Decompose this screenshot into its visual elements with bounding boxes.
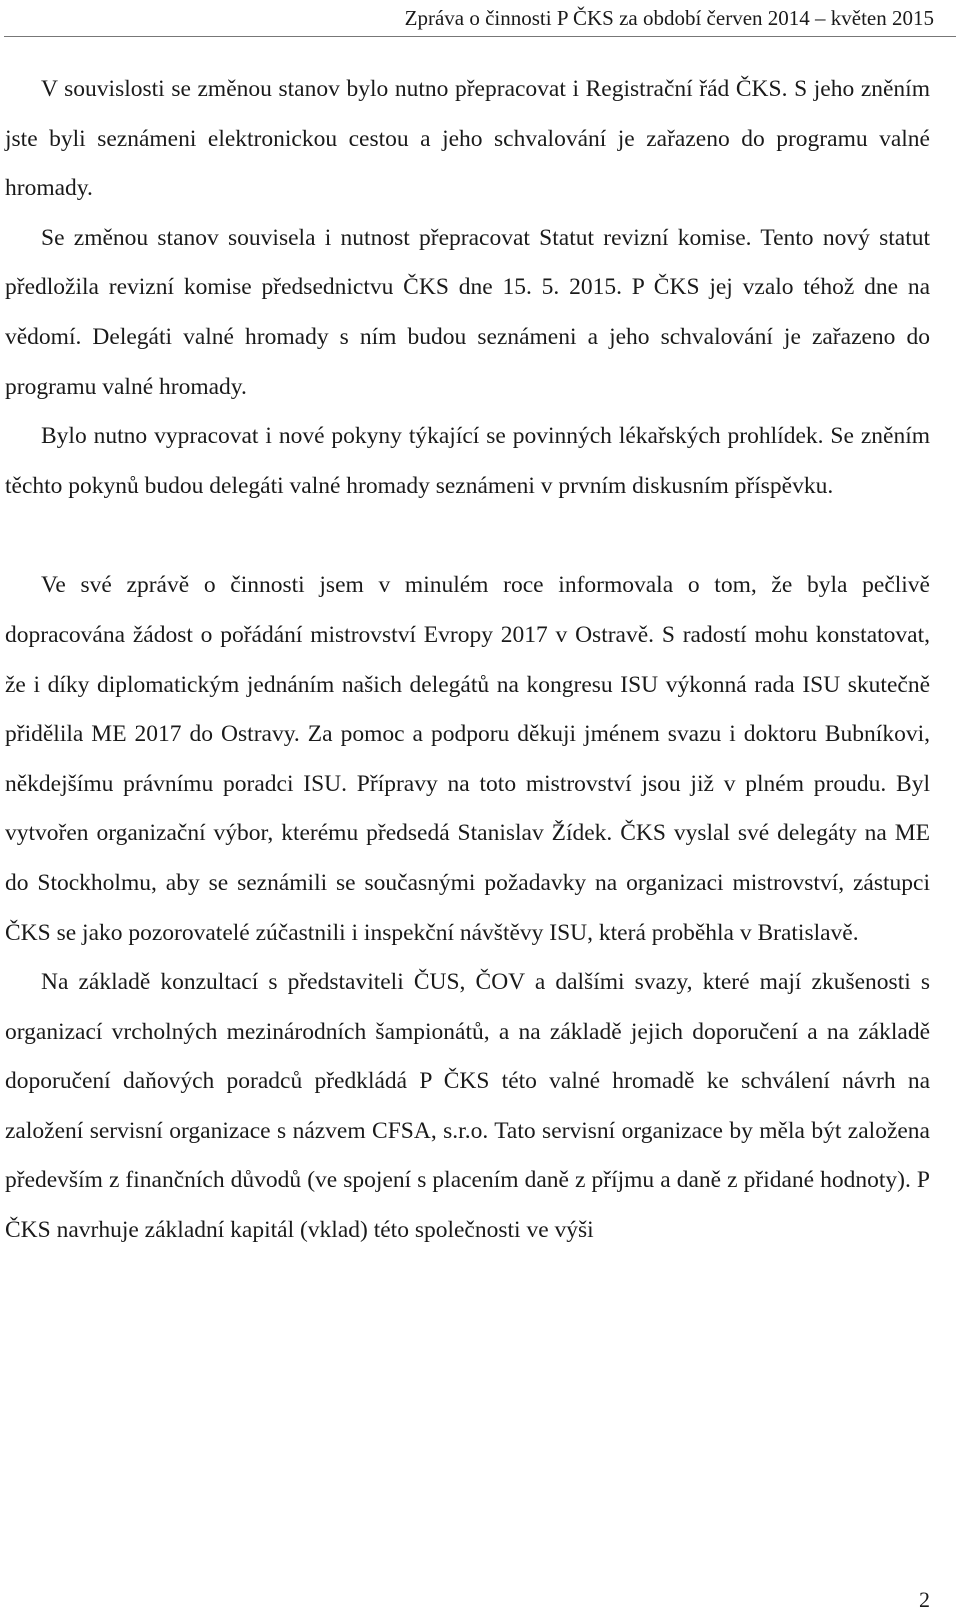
- paragraph-lekarske-prohlidky: Bylo nutno vypracovat i nové pokyny týkající se povinných lékařských prohlídek. Se zněním těchto pokynů budou delegáti valné hromady seznámeni v prvním diskusním příspěvku.: [5, 423, 930, 499]
- page-body: [5, 65, 930, 1256]
- paragraph-mistrovstvi-evropy: Ve své zprávě o činnosti jsem v minulém roce informovala o tom, že byla pečlivě dopracována žádost o pořádání mistrovství Evropy 2017 v Ostravě. S radostí mohu konstatovat, že i díky diplomatickým jednáním našich delegátů na kongresu ISU výkonná rada ISU skutečně přidělila ME 2017 do Ostravy. Za pomoc a podporu děkuji jménem svazu i doktoru Bubníkovi, někdejšímu právnímu poradci ISU. Přípravy na toto mistrovství jsou již v plném proudu. Byl vytvořen organizační výbor, kterému předsedá Stanislav Žídek. ČKS vyslal své delegáty na ME do Stockholmu, aby se seznámili se současnými požadavky na organizaci mistrovství, zástupci ČKS se jako pozorovatelé zúčastnili i inspekční návštěvy ISU, která proběhla v Bratislavě.: [5, 572, 930, 946]
- running-header: Zpráva o činnosti P ČKS za období červen 2014 – květen 2015: [404, 6, 934, 30]
- paragraph-registracni-rad: V souvislosti se změnou stanov bylo nutno přepracovat i Registrační řád ČKS. S jeho zněním jste byli seznámeni elektronickou cestou a jeho schvalování je zařazeno do programu valné hromady.: [5, 76, 930, 202]
- header-divider: [4, 36, 956, 37]
- page-number: 2: [919, 1587, 930, 1612]
- paragraph-servisni-organizace: Na základě konzultací s představiteli ČUS, ČOV a dalšími svazy, které mají zkušenosti s organizací vrcholných mezinárodních šampionátů, a na základě jejich doporučení a na základě doporučení daňových poradců předkládá P ČKS této valné hromadě ke schválení návrh na založení servisní organizace s názvem CFSA, s.r.o. Tato servisní organizace by měla být založena především z finančních důvodů (ve spojení s placením daně z příjmu a daně z přidané hodnoty). P ČKS navrhuje základní kapitál (vklad) této společnosti ve výši: [5, 969, 930, 1244]
- paragraph-statut-revizni-komise: Se změnou stanov souvisela i nutnost přepracovat Statut revizní komise. Tento nový statut předložila revizní komise předsednictvu ČKS dne 15. 5. 2015. P ČKS jej vzalo téhož dne na vědomí. Delegáti valné hromady s ním budou seznámeni a jeho schvalování je zařazeno do programu valné hromady.: [5, 224, 930, 400]
